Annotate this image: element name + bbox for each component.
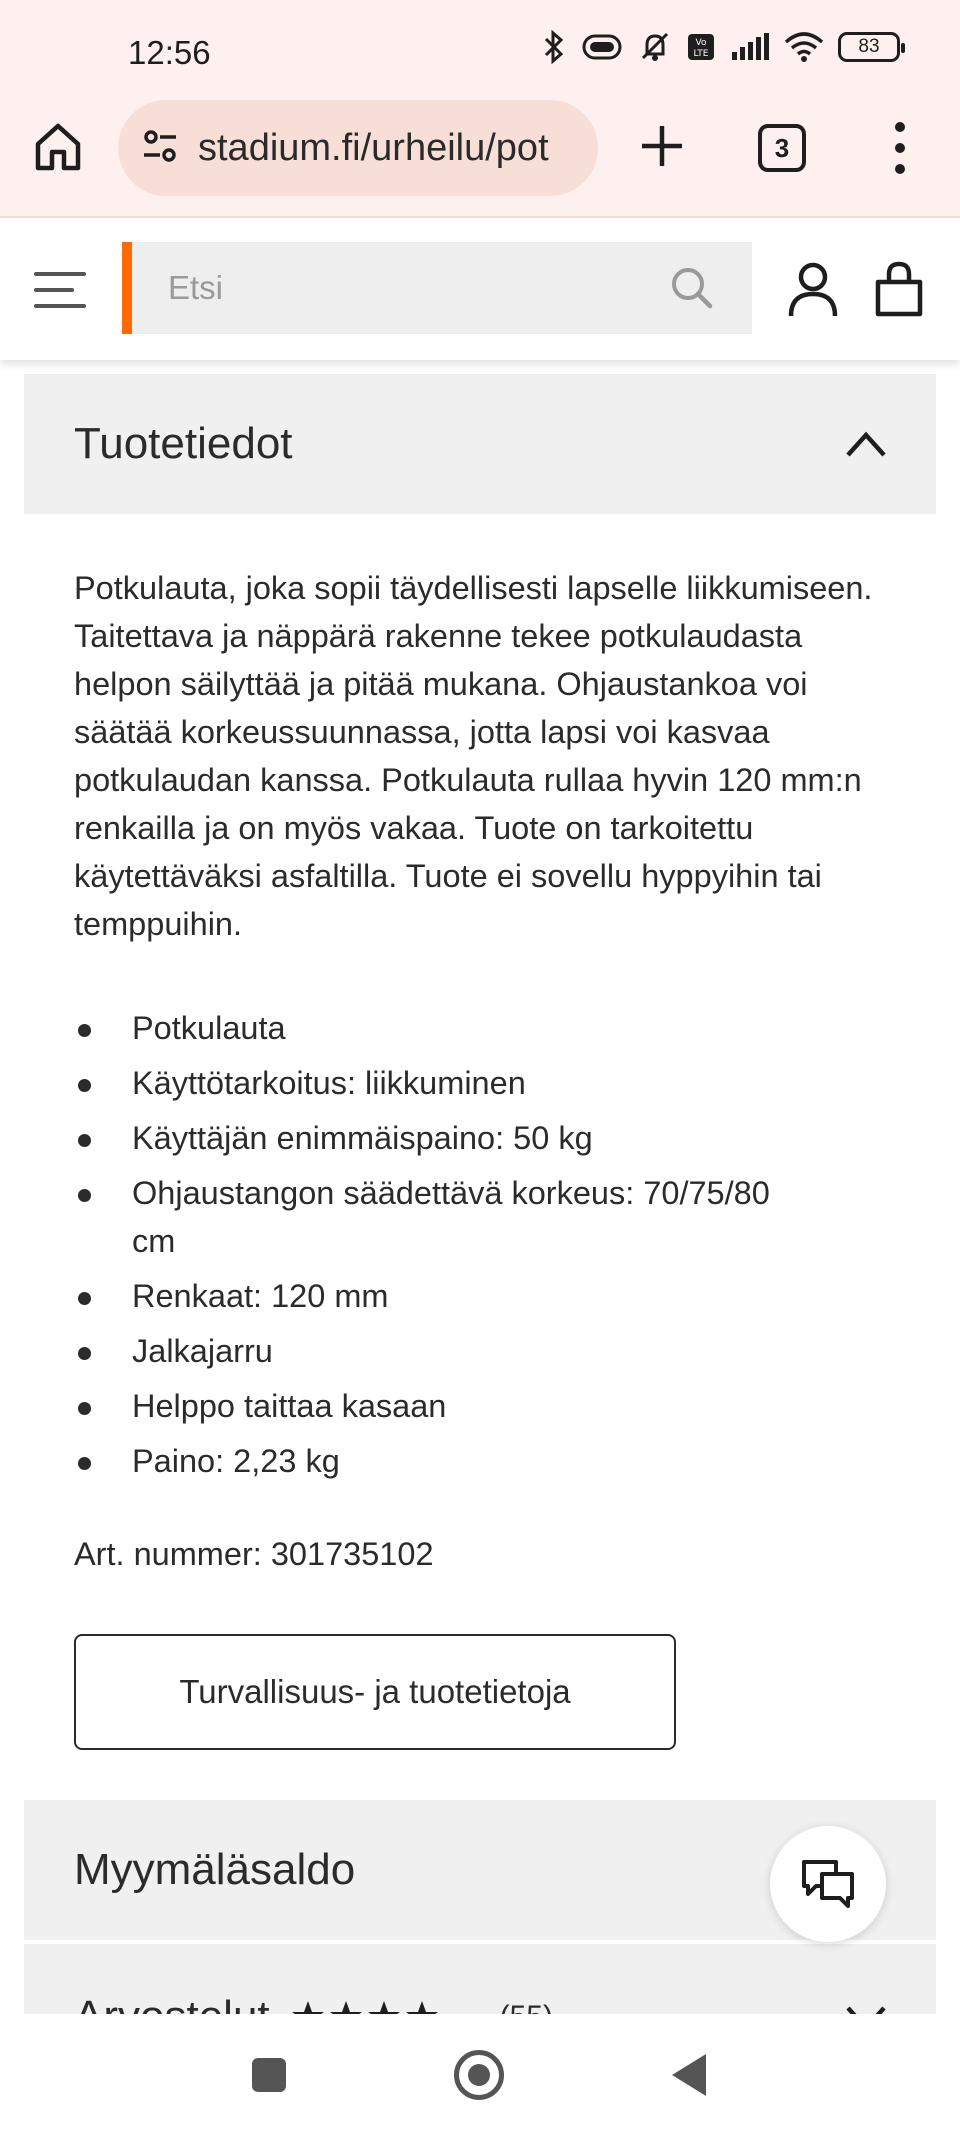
list-item: Käyttäjän enimmäispaino: 50 kg: [74, 1114, 904, 1162]
list-item: Potkulauta: [74, 1004, 904, 1052]
product-description: Potkulauta, joka sopii täydellisesti lapselle liikkumiseen. Taitettava ja näppärä rakenne tekee potkulaudasta helpon säilyttää ja pitää mukana. Ohjaustankoa voi säätää korkeussuunnassa, jotta lapsi voi kasvaa potkulaudan kanssa. Potkulauta rullaa hyvin 120 mm:n renkailla ja on myös vakaa. Tuote on tarkoitettu käytettäväksi asfaltilla. Tuote ei sovellu hyppyihin tai temppuihin.: [74, 570, 873, 942]
search-accent-bar: [122, 242, 132, 334]
list-item: Renkaat: 120 mm: [74, 1272, 904, 1320]
wifi-icon: [784, 32, 824, 62]
more-options-icon[interactable]: [882, 122, 918, 174]
list-item: Jalkajarru: [74, 1327, 904, 1375]
volte-icon: [686, 32, 716, 62]
home-circle-icon[interactable]: [454, 2050, 504, 2100]
list-item: Paino: 2,23 kg: [74, 1437, 904, 1485]
safety-info-button[interactable]: Turvallisuus- ja tuotetietoja: [74, 1634, 676, 1750]
new-tab-icon[interactable]: [636, 120, 688, 172]
svg-text:Vo: Vo: [695, 38, 707, 48]
product-info-accordion-header[interactable]: [24, 374, 936, 514]
home-icon[interactable]: [30, 118, 86, 174]
list-item: Käyttötarkoitus: liikkuminen: [74, 1059, 904, 1107]
site-header: [0, 220, 960, 360]
status-icons: [542, 30, 900, 64]
feature-list: [74, 1004, 904, 1492]
mute-icon: [638, 30, 672, 64]
product-info-title: Tuotetiedot: [74, 419, 293, 468]
chevron-up-icon[interactable]: [844, 429, 888, 459]
search-input[interactable]: Etsi: [168, 269, 224, 306]
vibrate-icon: [580, 32, 624, 62]
hamburger-menu-icon[interactable]: [34, 272, 86, 308]
search-icon[interactable]: [668, 264, 716, 312]
status-time: 12:56: [128, 34, 211, 71]
svg-text:LTE: LTE: [693, 49, 709, 59]
site-settings-icon[interactable]: [140, 126, 180, 171]
chat-button[interactable]: [770, 1826, 886, 1942]
url-text: stadium.fi/urheilu/pot: [198, 126, 549, 169]
list-item: Ohjaustangon säädettävä korkeus: 70/75/80 cm: [74, 1169, 774, 1265]
bluetooth-icon: [542, 30, 566, 64]
battery-icon: 83: [838, 32, 900, 62]
system-nav-bar: [0, 2014, 960, 2133]
tab-switcher-button[interactable]: 3: [758, 124, 806, 172]
browser-chrome: [0, 0, 960, 218]
store-stock-title: Myymäläsaldo: [74, 1845, 356, 1894]
back-icon[interactable]: [672, 2054, 706, 2096]
article-number: Art. nummer: 301735102: [74, 1536, 434, 1572]
recents-icon[interactable]: [252, 2058, 286, 2092]
url-bar[interactable]: [118, 100, 598, 196]
search-bar[interactable]: [122, 242, 752, 334]
signal-icon: [730, 32, 770, 62]
chat-icon: [798, 1856, 858, 1912]
list-item: Helppo taittaa kasaan: [74, 1382, 904, 1430]
account-icon[interactable]: [786, 260, 840, 318]
shopping-bag-icon[interactable]: [872, 260, 926, 318]
